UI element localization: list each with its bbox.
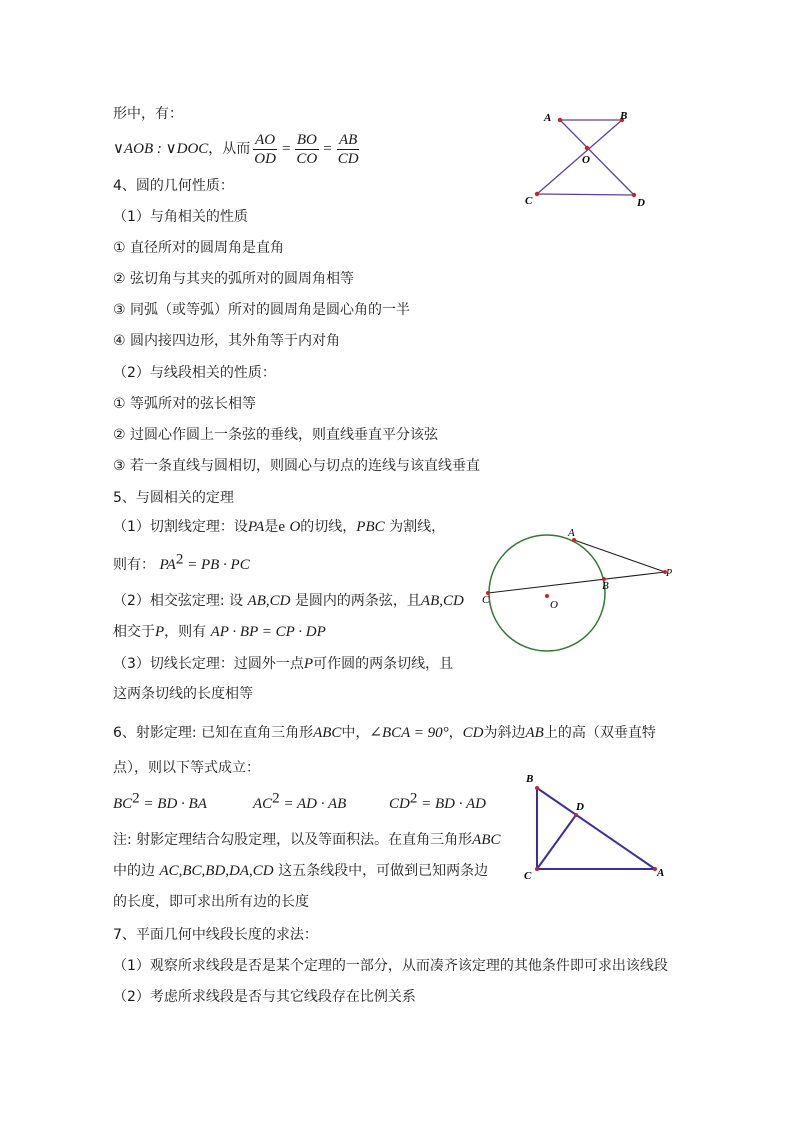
projection-eq-3: $CD^2$ = BD · AD xyxy=(389,790,486,812)
label-O: O xyxy=(550,599,558,611)
tangent-length-theorem-cont: 这两条切线的长度相等 xyxy=(113,686,253,702)
circle-tangent-secant-figure xyxy=(480,525,680,660)
list-item: ② 过圆心作圆上一条弦的垂线，则直线垂直平分该弦 xyxy=(113,427,438,443)
label-A: A xyxy=(657,867,665,879)
projection-note-end: 的长度，即可求出所有边的长度 xyxy=(113,894,309,910)
projection-note: 注: 射影定理结合勾股定理，以及等面积法。在直角三角形ABC xyxy=(113,832,501,848)
label-B: B xyxy=(620,110,628,122)
fraction-bo-co: $\frac{BO}{CO}$ xyxy=(296,131,318,167)
list-item: （1）观察所求线段是否是某个定理的一部分，从而凑齐该定理的其他条件即可求出该线段 xyxy=(113,958,668,974)
list-item: ① 直径所对的圆周角是直角 xyxy=(113,240,285,256)
label-D: D xyxy=(637,197,645,209)
label-A: A xyxy=(568,527,575,539)
section-4-title: 4、圆的几何性质： xyxy=(113,178,234,194)
section-4-part1: （1）与角相关的性质 xyxy=(113,209,248,225)
label-C: C xyxy=(482,594,490,606)
list-item: ① 等弧所对的弦长相等 xyxy=(113,396,257,412)
list-item: ④ 圆内接四边形，其外角等于内对角 xyxy=(113,333,341,349)
list-item: ② 弦切角与其夹的弧所对的圆周角相等 xyxy=(113,271,354,287)
list-item: ③ 若一条直线与圆相切，则圆心与切点的连线与该直线垂直 xyxy=(113,458,480,474)
label-C: C xyxy=(525,195,533,207)
label-B: B xyxy=(602,580,609,592)
projection-theorem: 6、射影定理: 已知在直角三角形ABC中，∠BCA = 90°，CD为斜边AB上的高（双垂直特 xyxy=(113,725,656,741)
label-A: A xyxy=(544,112,552,124)
projection-eq-1: $BC^2$ = BD · BA xyxy=(113,790,207,812)
section-5-title: 5、与圆相关的定理 xyxy=(113,490,234,506)
section-4-part2: （2）与线段相关的性质： xyxy=(113,365,276,381)
fraction-ao-od: $\frac{AO}{OD}$ xyxy=(254,131,276,167)
secant-tangent-theorem: （1）切割线定理：设PA是e O的切线，PBC 为割线， xyxy=(113,519,446,535)
list-item: ③ 同弧（或等弧）所对的圆周角是圆心角的一半 xyxy=(113,302,410,318)
label-D: D xyxy=(576,801,584,813)
similar-ratio-line xyxy=(113,128,363,170)
similar-triangles: ∨AOB : ∨DOC xyxy=(113,141,209,157)
similar-triangles-figure xyxy=(525,105,660,210)
equals-sign: = xyxy=(281,141,291,157)
right-triangle-figure xyxy=(520,770,680,885)
intersecting-chords-theorem: （2）相交弦定理: 设 AB,CD 是圆内的两条弦，且AB,CD xyxy=(113,593,464,609)
projection-eq-2: $AC^2$ = AD · AB xyxy=(253,790,347,812)
fraction-ab-cd: $\frac{AB}{CD}$ xyxy=(337,131,359,167)
equals-sign: = xyxy=(323,141,332,157)
label-B: B xyxy=(526,773,534,785)
thus-text: ，从而 xyxy=(208,141,251,157)
label-C: C xyxy=(524,870,532,882)
projection-note-cont: 中的边 AC,BC,BD,DA,CD 这五条线段中，可做到已知两条边 xyxy=(113,863,489,879)
tangent-length-theorem: （3）切线长定理：过圆外一点P可作圆的两条切线，且 xyxy=(113,656,454,672)
label-P: P xyxy=(666,568,673,579)
label-O: O xyxy=(582,154,590,166)
list-item: （2）考虑所求线段是否与其它线段存在比例关系 xyxy=(113,989,416,1005)
similar-prefix: 形中，有： xyxy=(113,106,183,122)
section-7-title: 7、平面几何中线段长度的求法： xyxy=(113,927,318,943)
projection-theorem-cont: 点），则以下等式成立： xyxy=(113,760,260,776)
intersecting-chords-formula: 相交于P，则有 AP · BP = CP · DP xyxy=(113,624,326,640)
secant-tangent-formula: 则有： $PA^2$ = PB · PC xyxy=(113,551,250,573)
